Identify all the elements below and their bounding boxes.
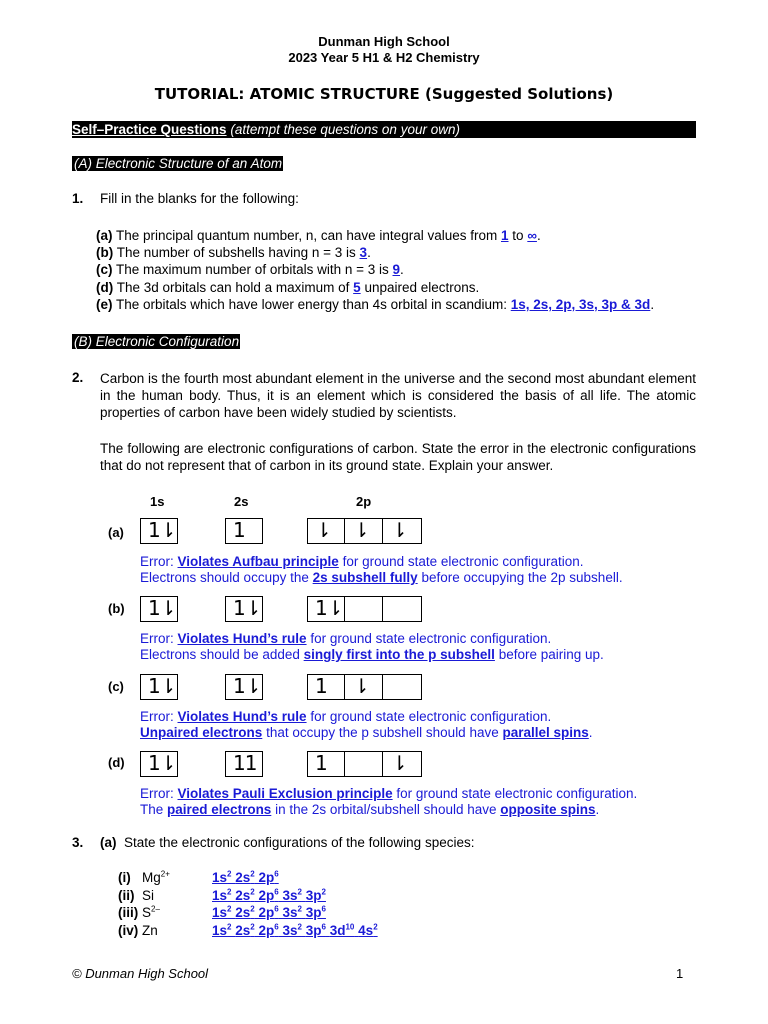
column-2p: 2p (356, 494, 372, 509)
orbital-2p-1: ⇂ (315, 518, 331, 542)
species-row (118, 887, 326, 904)
footer-copyright: © Dunman High School (72, 966, 209, 981)
self-practice-banner (72, 121, 696, 138)
species-configuration: $1s^2$ $2s^2$ $2p^6$ $3s^2$ $3p^6$ (212, 904, 326, 920)
orbital-2s-arrows: 1⇂ (233, 674, 261, 698)
species-name: $S^{2-}$ (142, 904, 160, 920)
q1a-answer-1: 1 (501, 228, 509, 243)
orbital-1s-arrows: 1⇂ (148, 751, 176, 775)
species-configuration: $1s^2$ $2s^2$ $2p^6$ (212, 869, 279, 885)
orbital-2p-2 (345, 596, 353, 622)
species-row (118, 869, 279, 886)
page-title: TUTORIAL: ATOMIC STRUCTURE (Suggested Solutions) (154, 85, 614, 103)
section-b-title: (B) Electronic Configuration (74, 334, 240, 349)
orbital-2p-1: 1 (315, 751, 327, 775)
species-name: Si (142, 887, 155, 903)
q1-intro: Fill in the blanks for the following: (100, 191, 299, 206)
q1d-answer: 5 (353, 280, 361, 295)
config-c-label: (c) (108, 679, 124, 694)
school-name: Dunman High School (318, 34, 450, 49)
q2-paragraph-1: Carbon is the fourth most abundant element in the universe and the second most abundant element in the human body. Thus, it is an element which is considered the basis of all life. The atomic properties of carbon have been widely studied by scientists. (100, 371, 696, 420)
config-b-error: Error: Violates Hund’s rule for ground state electronic configuration. (140, 631, 552, 646)
config-d-explanation: The paired electrons in the 2s orbital/subshell should have opposite spins. (140, 802, 600, 817)
config-b-explanation: Electrons should be added singly first into the p subshell before pairing up. (140, 647, 604, 662)
q3-number: 3. (72, 835, 84, 850)
config-c-explanation: Unpaired electrons that occupy the p subshell should have parallel spins. (140, 725, 593, 740)
config-a-explanation: Electrons should occupy the 2s subshell fully before occupying the 2p subshell. (140, 570, 623, 585)
q1-part-b: (b) The number of subshells having n = 3 is 3. (96, 245, 371, 260)
orbital-2s-arrows: 11 (233, 751, 257, 775)
species-name: Zn (142, 922, 158, 938)
species-label: (i) (118, 870, 131, 885)
q1-part-c: (c) The maximum number of orbitals with n = 3 is 9. (96, 262, 404, 277)
orbital-2p-3 (383, 596, 391, 622)
species-configuration: $1s^2$ $2s^2$ $2p^6$ $3s^2$ $3p^6$ $3d^{10}$ $4s^2$ (212, 922, 378, 938)
orbital-2p-3: ⇂ (391, 518, 407, 542)
orbital-2p-2: ⇂ (353, 518, 369, 542)
species-charge: 2+ (160, 869, 170, 879)
config-a-label: (a) (108, 525, 124, 540)
species-charge: 2– (151, 904, 160, 914)
q1-part-e: (e) The orbitals which have lower energy than 4s orbital in scandium: 1s, 2s, 2p, 3s, 3p & 3d. (96, 297, 655, 312)
orbital-2p-2: ⇂ (353, 674, 369, 698)
q1-part-a: (a) The principal quantum number, n, can have integral values from 1 to ∞. (96, 228, 541, 243)
orbital-2s-arrows: 1 (233, 518, 245, 542)
self-practice-label: Self–Practice Questions (72, 122, 227, 137)
q1-part-d: (d) The 3d orbitals can hold a maximum of 5 unpaired electrons. (96, 280, 480, 295)
species-label: (iv) (118, 922, 139, 938)
column-2s: 2s (234, 494, 249, 509)
config-d-label: (d) (108, 755, 125, 770)
q1a-answer-2: ∞ (527, 228, 537, 243)
orbital-2p-3: ⇂ (391, 751, 407, 775)
config-a-error: Error: Violates Aufbau principle for ground state electronic configuration. (140, 554, 584, 569)
q1b-answer: 3 (359, 245, 368, 260)
page-number: 1 (676, 966, 684, 981)
section-a-title: (A) Electronic Structure of an Atom (74, 156, 283, 171)
q1e-answer: 1s, 2s, 2p, 3s, 3p & 3d (510, 297, 651, 312)
species-row (118, 904, 326, 921)
orbital-2p-3 (383, 674, 391, 700)
q2-paragraph-2: The following are electronic configurations of carbon. State the error in the electronic configurations that do not represent that of carbon in its ground state. Explain your answer. (100, 441, 696, 473)
orbital-2s-arrows: 1⇂ (233, 596, 261, 620)
config-c-error: Error: Violates Hund’s rule for ground state electronic configuration. (140, 709, 552, 724)
orbital-2p-1: 1 (315, 674, 327, 698)
q2-number: 2. (72, 370, 84, 385)
orbital-2p-2 (345, 751, 353, 777)
config-d-error: Error: Violates Pauli Exclusion principle for ground state electronic configuration. (140, 786, 638, 801)
species-row (118, 922, 378, 939)
species-configuration: $1s^2$ $2s^2$ $2p^6$ $3s^2$ $3p^2$ (212, 887, 326, 903)
species-label: (iii) (118, 905, 139, 920)
q3-intro: (a) State the electronic configurations of the following species: (100, 835, 475, 850)
orbital-2p-1: 1⇂ (315, 596, 343, 620)
orbital-1s-arrows: 1⇂ (148, 596, 176, 620)
species-name: $Mg^{2+}$ (142, 869, 170, 885)
q1-number: 1. (72, 191, 84, 206)
q1c-answer: 9 (392, 262, 401, 277)
self-practice-note: (attempt these questions on your own) (230, 122, 460, 137)
config-b-label: (b) (108, 601, 125, 616)
course-title: 2023 Year 5 H1 & H2 Chemistry (288, 50, 480, 65)
orbital-1s-arrows: 1⇂ (148, 518, 176, 542)
species-label: (ii) (118, 887, 135, 903)
column-1s: 1s (150, 494, 165, 509)
orbital-1s-arrows: 1⇂ (148, 674, 176, 698)
